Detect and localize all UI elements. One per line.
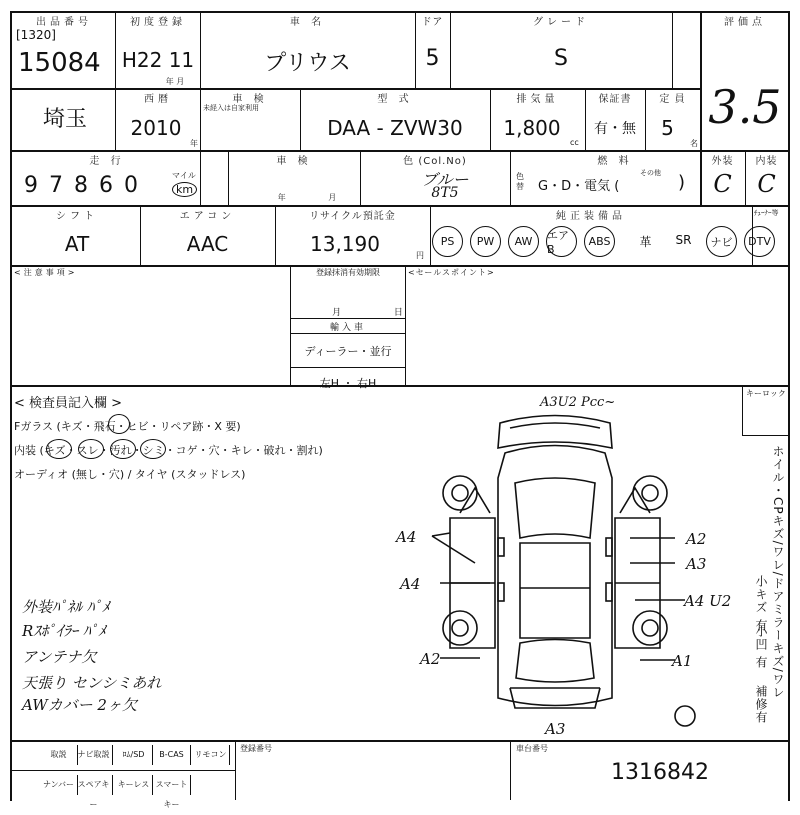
first-reg-label: 初度登録 xyxy=(130,17,186,28)
interior-label: 内装 xyxy=(755,156,778,167)
grade: S xyxy=(554,46,568,71)
ac-label: エアコン xyxy=(179,211,236,222)
side-text-3: 小凹 有 xyxy=(754,625,768,669)
damage-mark: A4 U2 xyxy=(684,592,732,610)
handwritten-note: アンテナ欠 xyxy=(22,648,97,666)
side-text-2: 小キズ 有 xyxy=(754,575,768,632)
inspector-title: < 検査員記入欄 > xyxy=(14,396,123,411)
mark-circle xyxy=(108,414,130,434)
footer-cell: スマートキー xyxy=(153,775,191,795)
footer-cell: ナビ取説 xyxy=(75,745,113,765)
tuner-label: ﾁｭｰﾅｰ等 xyxy=(754,209,779,217)
doors: 5 xyxy=(425,46,440,71)
type-label: 型 式 xyxy=(377,94,413,105)
displacement-label: 排気量 xyxy=(516,94,559,105)
color: ブルー xyxy=(421,170,469,189)
recycle-label: リサイクル預託金 xyxy=(309,211,396,222)
displacement-unit: cc xyxy=(570,138,579,147)
equip-item: エアB xyxy=(546,226,577,257)
keylock-label: キーロック xyxy=(746,389,786,398)
handwritten-note: 外装ﾊﾟﾈﾙ ﾊﾟﾒ xyxy=(22,598,110,616)
damage-mark: A1 xyxy=(672,652,693,670)
footer-cell: ナンバー xyxy=(40,775,78,795)
mileage-unit: km xyxy=(172,182,197,197)
mark-circle xyxy=(78,439,104,459)
reg-number-label: 登録番号 xyxy=(240,744,272,753)
inspector-line2: 内装 (キズ・スレ・汚れ・シミ・コゲ・穴・キレ・破れ・割れ) xyxy=(14,444,323,457)
damage-mark: A4 xyxy=(396,528,417,546)
equip-item: PS xyxy=(432,226,463,257)
shift: AT xyxy=(64,232,90,256)
ac: AAC xyxy=(186,232,229,256)
equip-item: ナビ xyxy=(706,226,737,257)
recycle: 13,190 xyxy=(310,232,380,256)
model-name-label: 車 名 xyxy=(289,17,326,28)
damage-mark: A4 xyxy=(400,575,421,593)
first-reg: H22 11 xyxy=(121,48,195,72)
capacity-unit: 名 xyxy=(690,139,698,148)
mileage: 9 7 8 6 0 xyxy=(24,173,140,198)
mark-circle xyxy=(140,439,166,459)
inspection-label: 車 検 xyxy=(232,94,268,105)
inspector-line1: Fガラス (キズ・飛石・ヒビ・リペア跡・X 要) xyxy=(14,420,241,433)
reg-expiry-label: 登録抹消有効期限 xyxy=(316,268,380,277)
chassis-label: 車台番号 xyxy=(516,744,548,753)
year-unit: 年 xyxy=(190,139,198,148)
fuel-other: その他 xyxy=(640,169,661,177)
eval-label: 評価点 xyxy=(724,17,766,28)
exterior-label: 外装 xyxy=(711,156,734,167)
sales-label: <セールスポイント> xyxy=(408,268,495,277)
damage-mark: A2 xyxy=(686,530,707,548)
handwritten-note: AWカバー 2ヶ欠 xyxy=(22,696,137,714)
shift-label: シフト xyxy=(56,211,98,222)
iro-label: 色替 xyxy=(516,172,524,191)
first-reg-units: 年 月 xyxy=(165,77,185,86)
damage-mark: A3 xyxy=(545,720,566,738)
exterior: C xyxy=(713,170,732,198)
recycle-unit: 円 xyxy=(416,251,424,260)
fuel: G・D・電気 ( xyxy=(538,179,620,194)
fuel-label: 燃 料 xyxy=(597,156,633,167)
equip-item: SR xyxy=(675,233,692,247)
model-name: プリウス xyxy=(264,51,351,76)
equip-label: 純正装備品 xyxy=(556,211,626,222)
notes-label: <注意事項> xyxy=(14,268,78,277)
region: 埼玉 xyxy=(42,107,87,132)
warranty: 有・無 xyxy=(594,121,636,137)
footer-cell: B-CAS xyxy=(153,745,191,765)
import-label: 輸入車 xyxy=(329,323,366,333)
color-code: 8T5 xyxy=(431,185,459,201)
fuel-close: ) xyxy=(678,172,686,193)
damage-mark: A3 xyxy=(686,555,707,573)
footer-cell: 取説 xyxy=(40,745,78,765)
shaken-units: 年 月 xyxy=(277,193,337,202)
footer-cell: キーレス xyxy=(115,775,153,795)
handwritten-note: 天張り センシミあれ xyxy=(22,674,162,692)
equip-item: AW xyxy=(508,226,539,257)
lot-sub: [1320] xyxy=(16,28,56,42)
inspector-line3: オーディオ (無し・穴) / タイヤ (スタッドレス) xyxy=(14,468,246,481)
equip-item: 革 xyxy=(639,235,652,249)
warranty-label: 保証書 xyxy=(598,94,632,105)
equip-item: PW xyxy=(470,226,501,257)
displacement: 1,800 xyxy=(503,116,561,140)
equip-item: DTV xyxy=(744,226,775,257)
equip-item: ABS xyxy=(584,226,615,257)
footer-cell: スペアキー xyxy=(75,775,113,795)
mark-circle xyxy=(110,439,136,459)
footer-cell: ﾛﾑ/SD xyxy=(115,745,153,765)
handle-value: 左H ・ 右H xyxy=(319,377,377,390)
side-text-4: 補修有 xyxy=(754,685,768,724)
color-label: 色 (Col.No) xyxy=(403,156,467,167)
mark-circle xyxy=(46,439,72,459)
import-value: ディーラー・並行 xyxy=(304,345,392,358)
shaken-label: 車 検 xyxy=(276,156,312,167)
mileage-label: 走 行 xyxy=(89,156,125,167)
reg-units: 月 日 xyxy=(332,308,403,318)
footer-cell: リモコン xyxy=(192,745,230,765)
type: DAA - ZVW30 xyxy=(327,116,463,140)
inspection-sub: 未経入は自家利用 xyxy=(203,104,259,112)
handwritten-note: Rｽﾎﾟｲﾗｰ ﾊﾟﾒ xyxy=(22,622,106,640)
doors-label: ドア xyxy=(421,17,444,28)
damage-mark: A2 xyxy=(420,650,441,668)
lot-label: 出品番号 xyxy=(36,17,92,28)
lot-number: 15084 xyxy=(18,48,101,78)
chassis-number: 1316842 xyxy=(611,760,709,785)
year-label: 西暦 xyxy=(144,94,172,105)
side-text-1: ホイル・CPキズ/ワレ/ドアミラーキズ/ワレ xyxy=(771,445,785,699)
mile-label: マイル xyxy=(172,171,196,180)
year: 2010 xyxy=(130,116,182,140)
capacity: 5 xyxy=(661,116,674,140)
top-mark: A3U2 Pcc~ xyxy=(540,395,616,410)
eval-score: 3.5 xyxy=(708,80,782,134)
grade-label: グレード xyxy=(533,17,589,28)
interior: C xyxy=(757,170,776,198)
capacity-label: 定 員 xyxy=(659,94,686,105)
